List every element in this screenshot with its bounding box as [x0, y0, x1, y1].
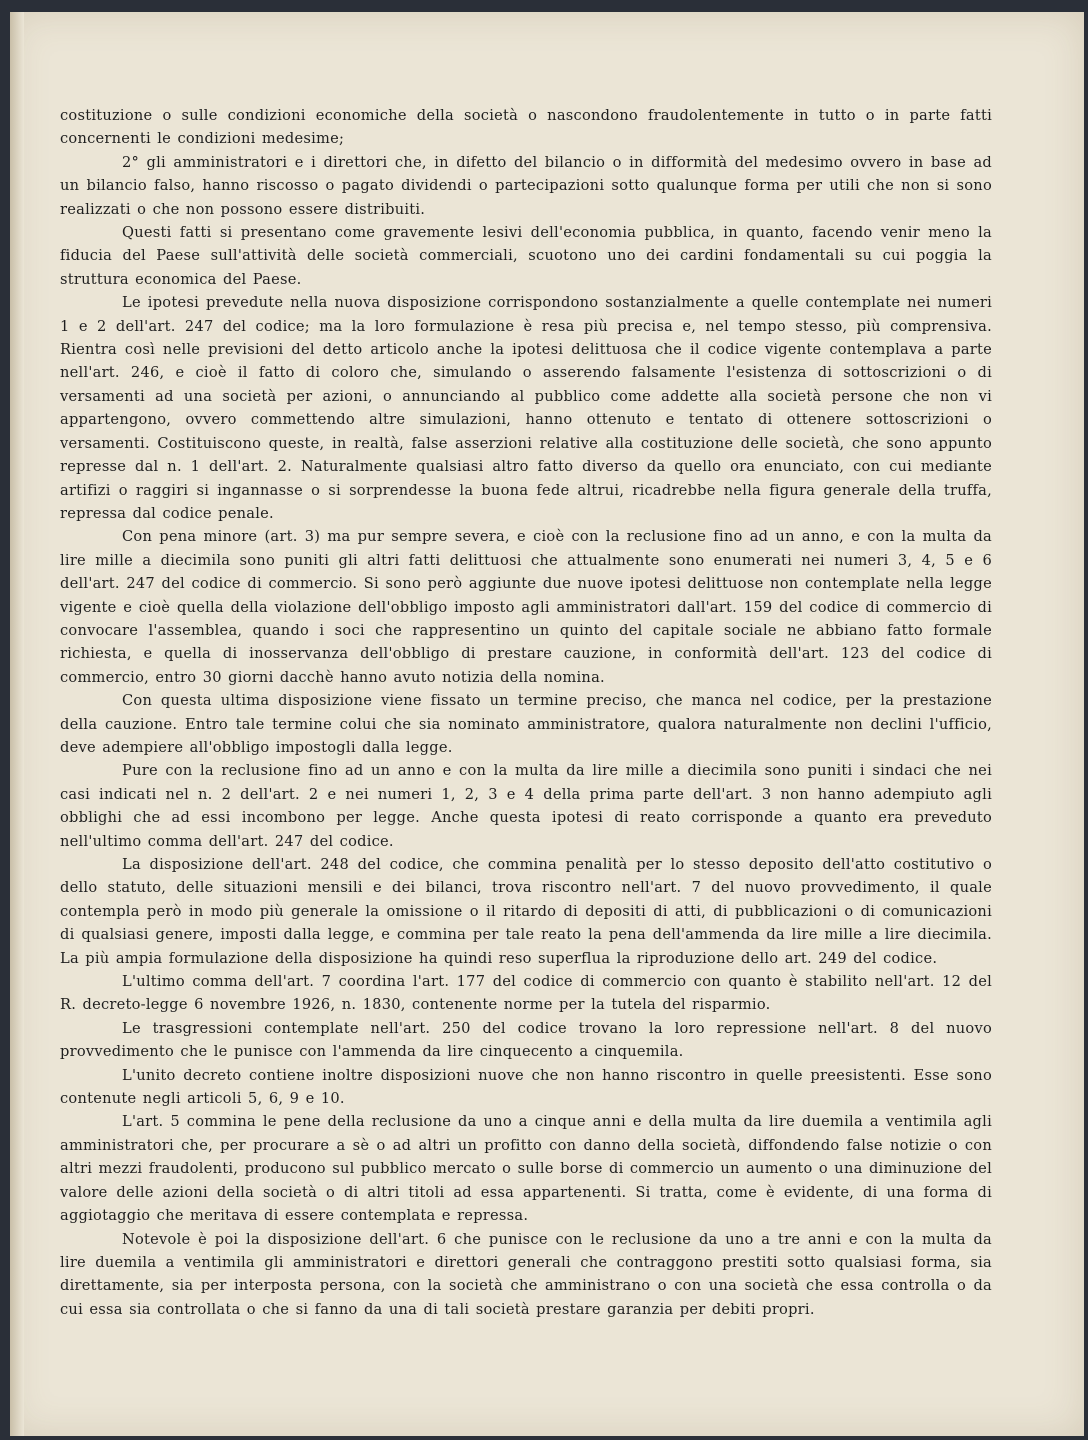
paragraph: costituzione o sulle condizioni economiche della società o nascondono fraudolentemente in tutto o in parte fatti concernenti le condizioni medesime; [60, 107, 992, 148]
paragraph: Questi fatti si presentano come gravemente lesivi dell'economia pubblica, in quanto, facendo venir meno la fiducia del Paese sull'attività delle società commerciali, scuotono uno dei cardini fondamentali su cui poggia la struttura economica del Paese. [60, 224, 992, 288]
paragraph: L'art. 5 commina le pene della reclusione da uno a cinque anni e della multa da lire duemila a ventimila agli amministratori che, per procurare a sè o ad altri un profitto con danno della società, diffondendo false notizie o con altri mezzi fraudolenti, producono sul pubblico mercato o sulle borse di commercio un aumento o una diminuzione del valore delle azioni della società o di altri titoli ad essa appartenenti. Si tratta, come è evidente, di una forma di aggiotaggio che meritava di essere contemplata e repressa. [60, 1113, 992, 1225]
body-text [60, 104, 992, 1321]
paragraph: Con pena minore (art. 3) ma pur sempre severa, e cioè con la reclusione fino ad un anno, e con la multa da lire mille a diecimila sono puniti gli altri fatti delittuosi che attualmente sono enumerati nei numeri 3, 4, 5 e 6 dell'art. 247 del codice di commercio. Si sono però aggiunte due nuove ipotesi delittuose non contemplate nella legge vigente e cioè quella della violazione dell'obbligo imposto agli amministratori dall'art. 159 del codice di commercio di convocare l'assemblea, quando i soci che rappresentino un quinto del capitale sociale ne abbiano fatto formale richiesta, e quella di inosservanza dell'obbligo di prestare cauzione, in conformità dell'art. 123 del codice di commercio, entro 30 giorni dacchè hanno avuto notizia della nomina. [60, 528, 992, 686]
paragraph: Notevole è poi la disposizione dell'art. 6 che punisce con le reclusione da uno a tre anni e con la multa da lire duemila a ventimila gli amministratori e direttori generali che contraggono prestiti sotto qualsiasi forma, sia direttamente, sia per interposta persona, con la società che amministrano o con una società che essa controlla o da cui essa sia controllata o che si fanno da una di tali società prestare garanzia per debiti propri. [60, 1230, 992, 1318]
paragraph: Con questa ultima disposizione viene fissato un termine preciso, che manca nel codice, per la prestazione della cauzione. Entro tale termine colui che sia nominato amministratore, qualora naturalmente non declini l'ufficio, deve adempiere all'obbligo impostogli dalla legge. [60, 692, 992, 756]
paragraph: Le ipotesi prevedute nella nuova disposizione corrispondono sostanzialmente a quelle contemplate nei numeri 1 e 2 dell'art. 247 del codice; ma la loro formulazione è resa più precisa e, nel tempo stesso, più comprensiva. Rientra così nelle previsioni del detto articolo anche la ipotesi delittuosa che il codice vigente contemplava a parte nell'art. 246, e cioè il fatto di coloro che, simulando o asserendo falsamente l'esistenza di sottoscrizioni o di versamenti ad una società per azioni, o annunciando al pubblico come addette alla società persone che non vi appartengono, ovvero commettendo altre simulazioni, hanno ottenuto e tentato di ottenere sottoscrizioni o versamenti. Costituiscono queste, in realtà, false asserzioni relative alla costituzione delle società, che sono appunto represse dal n. 1 dell'art. 2. Naturalmente qualsiasi altro fatto diverso da quello ora enunciato, con cui mediante artifizi o raggiri si ingannasse o si sorprendesse la buona fede altrui, ricadrebbe nella figura generale della truffa, repressa dal codice penale. [60, 294, 992, 522]
paragraph: L'unito decreto contiene inoltre disposizioni nuove che non hanno riscontro in quelle preesistenti. Esse sono contenute negli articoli 5, 6, 9 e 10. [60, 1066, 992, 1108]
paragraph: Le trasgressioni contemplate nell'art. 250 del codice trovano la loro repressione nell'art. 8 del nuovo provvedimento che le punisce con l'ammenda da lire cinquecento a cinquemila. [60, 1019, 992, 1061]
page-binding-edge [10, 12, 24, 1436]
paragraph: L'ultimo comma dell'art. 7 coordina l'art. 177 del codice di commercio con quanto è stabilito nell'art. 12 del R. decreto-legge 6 novembre 1926, n. 1830, contenente norme per la tutela del risparmio. [60, 973, 992, 1014]
paragraph: La disposizione dell'art. 248 del codice, che commina penalità per lo stesso deposito dell'atto costitutivo o dello statuto, delle situazioni mensili e dei bilanci, trova riscontro nell'art. 7 del nuovo provvedimento, il quale contempla però in modo più generale la omissione o il ritardo di depositi di atti, di pubblicazioni o di comunicazioni di qualsiasi genere, imposti dalla legge, e commina per tale reato la pena dell'ammenda da lire mille a lire diecimila. La più ampia formulazione della disposizione ha quindi reso superflua la riproduzione dello art. 249 del codice. [60, 856, 992, 967]
paragraph: Pure con la reclusione fino ad un anno e con la multa da lire mille a diecimila sono puniti i sindaci che nei casi indicati nel n. 2 dell'art. 2 e nei numeri 1, 2, 3 e 4 della prima parte dell'art. 3 non hanno adempiuto agli obblighi che ad essi incombono per legge. Anche questa ipotesi di reato corrisponde a quanto era preveduto nell'ultimo comma dell'art. 247 del codice. [60, 762, 992, 850]
document-page [10, 12, 1084, 1436]
paragraph: 2° gli amministratori e i direttori che, in difetto del bilancio o in difformità del medesimo ovvero in base ad un bilancio falso, hanno riscosso o pagato dividendi o partecipazioni sotto qualunque forma per utili che non si sono realizzati o che non possono essere distribuiti. [60, 153, 992, 218]
